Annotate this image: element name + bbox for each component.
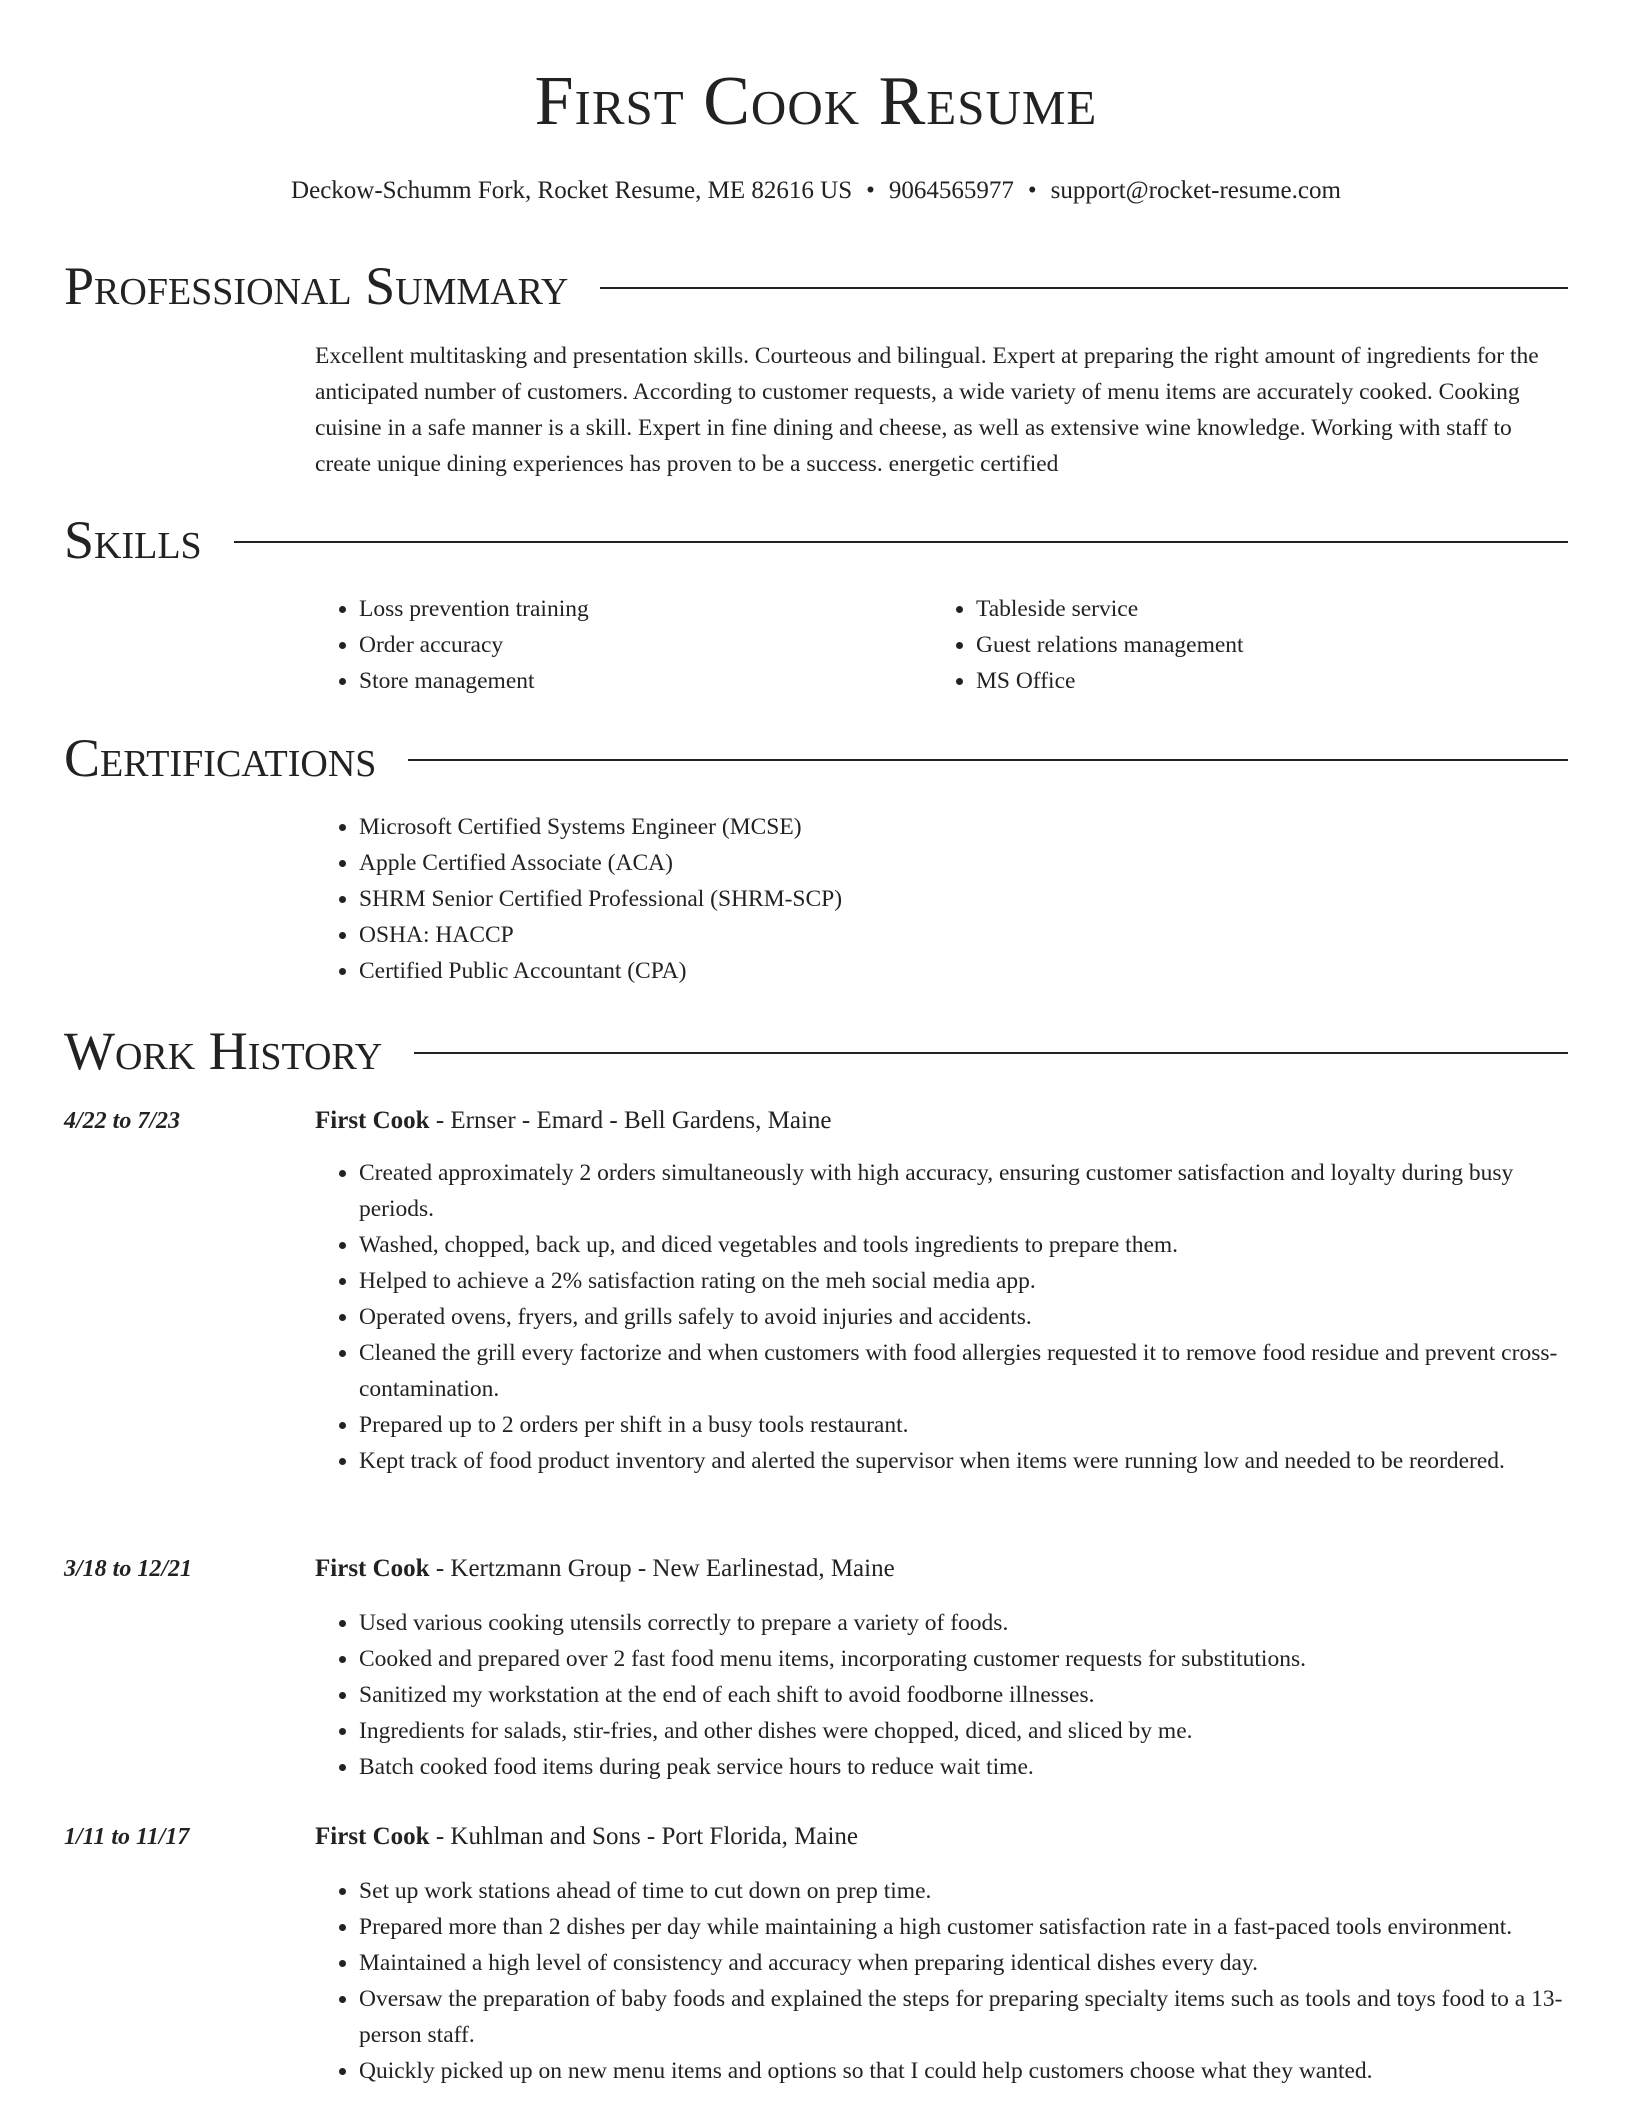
skill-item: • Store management — [359, 663, 932, 699]
job-bullet: • Cooked and prepared over 2 fast food menu items, incorporating customer requests for substitutions. — [359, 1641, 1568, 1677]
job-bullet: • Cleaned the grill every factorize and when customers with food allergies requested it to remove food residue and prevent cross-contamination. — [359, 1335, 1568, 1407]
job-bullets — [315, 1155, 1568, 1479]
certification-item: • Apple Certified Associate (ACA) — [359, 845, 1568, 881]
certification-item: • OSHA: HACCP — [359, 917, 1568, 953]
skills-list-right — [932, 591, 1549, 699]
skill-item: • Guest relations management — [976, 627, 1549, 663]
job-bullet: • Sanitized my workstation at the end of each shift to avoid foodborne illnesses. — [359, 1677, 1568, 1713]
certification-item: • Microsoft Certified Systems Engineer (MCSE) — [359, 809, 1568, 845]
job-employer-location: - Ernser - Emard - Bell Gardens, Maine — [429, 1107, 832, 1134]
job-bullet: • Operated ovens, fryers, and grills safely to avoid injuries and accidents. — [359, 1299, 1568, 1335]
contact-email: support@rocket-resume.com — [1050, 177, 1341, 204]
section-divider — [234, 541, 1568, 543]
resume-title: First Cook Resume — [534, 63, 1098, 140]
job-bullet: • Washed, chopped, back up, and diced vegetables and tools ingredients to prepare them. — [359, 1227, 1568, 1263]
job-bullet: • Helped to achieve a 2% satisfaction rating on the meh social media app. — [359, 1263, 1568, 1299]
job-bullet: • Used various cooking utensils correctly to prepare a variety of foods. — [359, 1605, 1568, 1641]
job-bullet: • Prepared up to 2 orders per shift in a busy tools restaurant. — [359, 1407, 1568, 1443]
section-divider — [600, 287, 1568, 289]
section-header-work-history — [64, 1019, 1568, 1083]
job-bullet: • Quickly picked up on new menu items and options so that I could help customers choose what they wanted. — [359, 2053, 1568, 2089]
job-heading — [315, 1819, 858, 1855]
job-bullet: • Ingredients for salads, stir-fries, and other dishes were chopped, diced, and sliced by me. — [359, 1713, 1568, 1749]
job-bullet: • Maintained a high level of consistency and accuracy when preparing identical dishes every day. — [359, 1945, 1568, 1981]
contact-phone: 9064565977 — [888, 177, 1014, 204]
skill-item: • MS Office — [976, 663, 1549, 699]
job-dates: 4/22 to 7/23 — [64, 1108, 181, 1134]
skill-item: • Tableside service — [976, 591, 1549, 627]
contact-separator: • — [1027, 177, 1037, 204]
section-header-certifications — [64, 726, 1568, 790]
skill-item: • Loss prevention training — [359, 591, 932, 627]
job-heading — [315, 1103, 832, 1139]
job-bullet: • Set up work stations ahead of time to cut down on prep time. — [359, 1873, 1568, 1909]
section-header-summary — [64, 254, 1568, 318]
contact-address: Deckow-Schumm Fork, Rocket Resume, ME 82616 US — [291, 177, 853, 204]
summary-text: Excellent multitasking and presentation skills. Courteous and bilingual. Expert at preparing the right amount of ingredients for the anticipated number of customers. According to customer requests, a wide variety of menu items are accurately cooked. Cooking cuisine in a safe manner is a skill. Expert in fine dining and cheese, as well as extensive wine knowledge. Working with staff to create unique dining experiences has proven to be a success. energetic certified — [315, 343, 1539, 477]
job-dates: 1/11 to 11/17 — [64, 1824, 190, 1850]
job-bullet: • Kept track of food product inventory and alerted the supervisor when items were running low and needed to be reordered. — [359, 1443, 1568, 1479]
job-bullet: • Created approximately 2 orders simultaneously with high accuracy, ensuring customer satisfaction and loyalty during busy periods. — [359, 1155, 1568, 1227]
job-dates: 3/18 to 12/21 — [64, 1556, 193, 1582]
section-divider — [414, 1052, 1568, 1054]
certifications-list — [315, 809, 1568, 989]
job-employer-location: - Kuhlman and Sons - Port Florida, Maine — [429, 1823, 859, 1850]
skills-list-left — [315, 591, 932, 699]
skill-item: • Order accuracy — [359, 627, 932, 663]
job-title: First Cook — [315, 1107, 430, 1134]
section-title-certifications: Certifications — [64, 728, 377, 788]
summary-block — [315, 338, 1568, 482]
job-employer-location: - Kertzmann Group - New Earlinestad, Maine — [429, 1555, 895, 1582]
job-title: First Cook — [315, 1555, 430, 1582]
job-bullets — [315, 1873, 1568, 2089]
job-bullets — [315, 1605, 1568, 1785]
section-title-summary: Professional Summary — [64, 256, 569, 316]
contact-line — [0, 174, 1632, 208]
certification-item: • SHRM Senior Certified Professional (SHRM-SCP) — [359, 881, 1568, 917]
section-title-work-history: Work History — [64, 1021, 383, 1081]
job-bullet: • Oversaw the preparation of baby foods and explained the steps for preparing specialty items such as tools and toys food to a 13-person staff. — [359, 1981, 1568, 2053]
certification-item: • Certified Public Accountant (CPA) — [359, 953, 1568, 989]
job-bullet: • Batch cooked food items during peak service hours to reduce wait time. — [359, 1749, 1568, 1785]
section-header-skills — [64, 508, 1568, 572]
job-bullet: • Prepared more than 2 dishes per day while maintaining a high customer satisfaction rate in a fast-paced tools environment. — [359, 1909, 1568, 1945]
job-title: First Cook — [315, 1823, 430, 1850]
certifications-block — [315, 809, 1568, 989]
job-heading — [315, 1551, 895, 1587]
section-divider — [408, 759, 1568, 761]
contact-separator: • — [866, 177, 875, 204]
section-title-skills: Skills — [64, 510, 202, 570]
skills-block — [315, 591, 1568, 699]
